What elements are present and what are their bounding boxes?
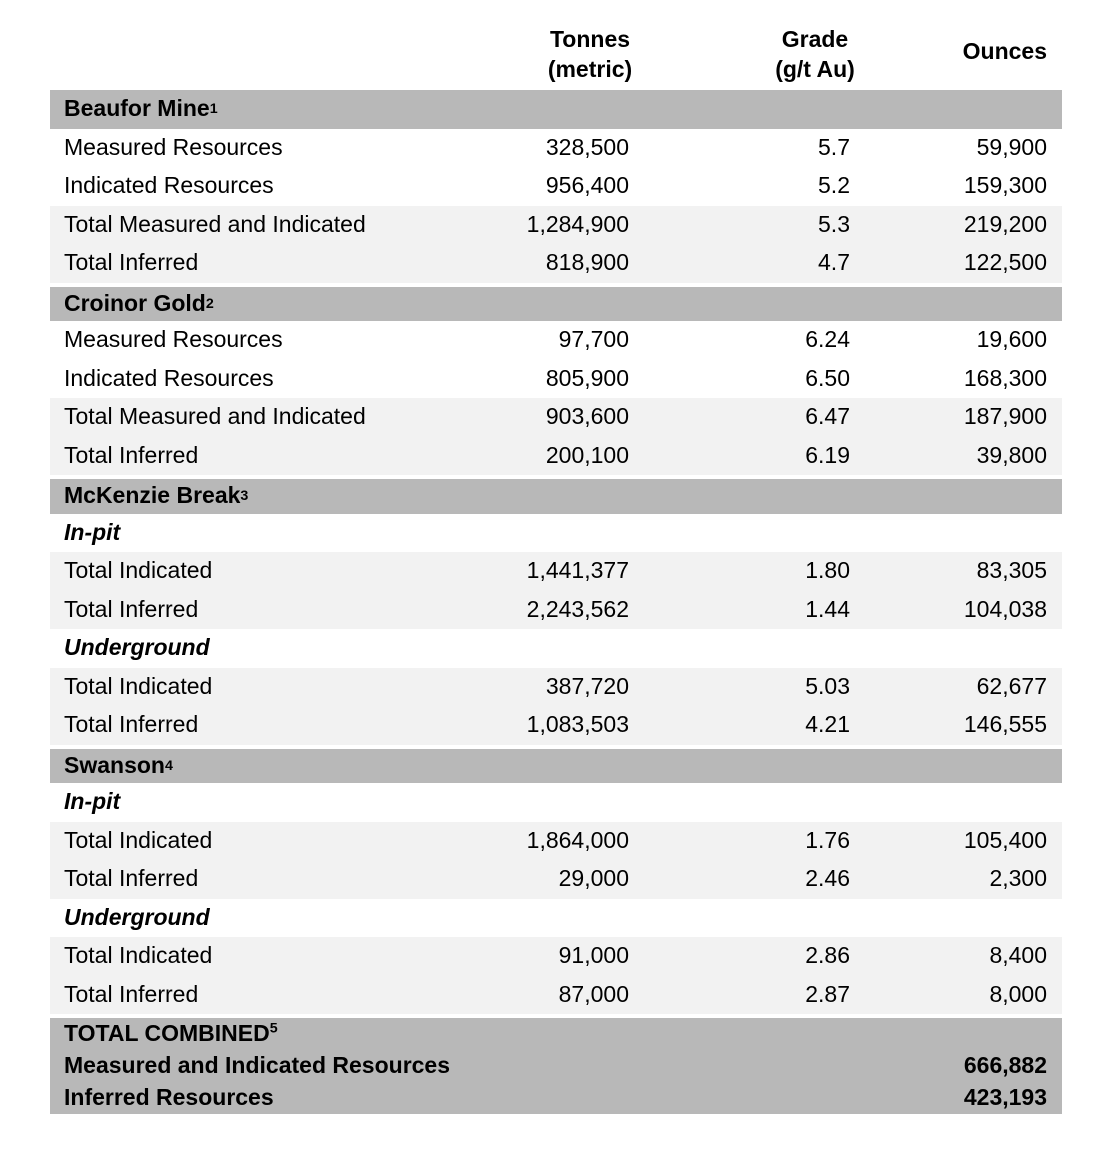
tonnes-value: 387,720 [545,672,629,699]
tonnes-value: 1,083,503 [526,711,629,738]
table-row [50,822,1062,861]
total-combined-footnote-marker: 5 [269,1020,278,1037]
ounces-value: 62,677 [976,672,1047,699]
ounces-value: 104,038 [963,595,1047,622]
table-row [50,976,1062,1015]
tonnes-value: 1,441,377 [526,557,629,584]
subsection-label: Underground [64,634,210,661]
subsection-header-underground [50,629,1062,668]
ounces-value: 2,300 [989,865,1047,892]
grade-value: 1.44 [805,595,850,622]
row-label: Measured Resources [64,133,283,160]
ounces-value: 39,800 [976,441,1047,468]
grade-value: 2.46 [805,865,850,892]
grade-value: 6.19 [805,441,850,468]
row-label: Measured Resources [64,326,283,353]
table-row [50,860,1062,899]
ounces-value: 187,900 [963,403,1047,430]
subsection-label: In-pit [64,518,121,545]
tonnes-value: 87,000 [558,980,629,1007]
table-row [50,591,1062,630]
ounces-value: 83,305 [976,557,1047,584]
subsection-header-in-pit [50,514,1062,553]
row-label: Total Indicated [64,672,213,699]
grade-value: 5.3 [818,210,850,237]
tonnes-value: 956,400 [545,172,629,199]
grade-value: 1.76 [805,826,850,853]
tonnes-value: 29,000 [558,865,629,892]
section-header-beaufor-mine: Beaufor Mine 1 [50,90,1062,129]
grade-value: 2.87 [805,980,850,1007]
row-label: Total Indicated [64,557,213,584]
section-title: Croinor Gold [64,289,206,316]
row-label: Total Indicated [64,826,213,853]
row-label: Indicated Resources [64,172,274,199]
mineral-resource-table [50,14,1062,1114]
total-measured-indicated-ounces: 666,882 [963,1052,1047,1079]
grade-value: 6.24 [805,326,850,353]
table-row [50,206,1062,245]
subsection-label: Underground [64,903,210,930]
grade-value: 5.2 [818,172,850,199]
ounces-value: 168,300 [963,364,1047,391]
table-row [50,437,1062,476]
row-label: Total Inferred [64,711,199,738]
section-header-swanson: Swanson 4 [50,745,1062,784]
ounces-value: 59,900 [976,133,1047,160]
tonnes-value: 328,500 [545,133,629,160]
section-title: Beaufor Mine [64,95,210,122]
grade-value: 4.21 [805,711,850,738]
total-combined-title-row [50,1018,1062,1050]
total-inferred-label: Inferred Resources [64,1084,274,1111]
col-header-grade-line1: Grade [781,26,849,52]
ounces-value: 159,300 [963,172,1047,199]
col-header-grade-line2: (g/t Au) [775,56,855,82]
row-label: Total Measured and Indicated [64,403,366,430]
section-header-mckenzie-break: McKenzie Break 3 [50,475,1062,514]
table-row [50,129,1062,168]
table-header-row [50,14,1062,90]
total-inferred-ounces: 423,193 [963,1084,1047,1111]
grade-value: 1.80 [805,557,850,584]
table-row [50,937,1062,976]
row-label: Total Measured and Indicated [64,210,366,237]
row-label: Total Inferred [64,441,199,468]
ounces-value: 105,400 [963,826,1047,853]
grade-value: 4.7 [818,249,850,276]
table-row [50,552,1062,591]
ounces-value: 8,400 [989,942,1047,969]
table-row [50,706,1062,745]
col-header-tonnes [490,24,690,84]
row-label: Indicated Resources [64,364,274,391]
tonnes-value: 2,243,562 [526,595,629,622]
subsection-header-in-pit [50,783,1062,822]
tonnes-value: 97,700 [558,326,629,353]
grade-value: 6.50 [805,364,850,391]
row-label: Total Inferred [64,595,199,622]
table-body [50,90,1062,1014]
row-label: Total Inferred [64,865,199,892]
ounces-value: 219,200 [963,210,1047,237]
total-combined-title [50,1020,1062,1048]
tonnes-value: 1,284,900 [526,210,629,237]
col-header-ounces: Ounces [962,38,1047,65]
total-combined-section [50,1014,1062,1114]
table-row [50,668,1062,707]
total-measured-indicated-label: Measured and Indicated Resources [64,1052,451,1079]
table-row [50,398,1062,437]
table-row [50,321,1062,360]
col-header-tonnes-line2: (metric) [547,56,633,82]
row-label: Total Indicated [64,942,213,969]
table-row [50,244,1062,283]
ounces-value: 8,000 [989,980,1047,1007]
grade-value: 5.03 [805,672,850,699]
row-label: Total Inferred [64,980,199,1007]
table-row [50,360,1062,399]
ounces-value: 122,500 [963,249,1047,276]
col-header-tonnes-line1: Tonnes [549,26,631,52]
subsection-header-underground [50,899,1062,938]
tonnes-value: 903,600 [545,403,629,430]
ounces-value: 146,555 [963,711,1047,738]
ounces-value: 19,600 [976,326,1047,353]
grade-value: 5.7 [818,133,850,160]
tonnes-value: 200,100 [545,441,629,468]
tonnes-value: 91,000 [558,942,629,969]
table-row [50,167,1062,206]
section-header-croinor-gold: Croinor Gold 2 [50,283,1062,322]
subsection-label: In-pit [64,788,121,815]
total-combined-title-text: TOTAL COMBINED [64,1020,270,1047]
tonnes-value: 1,864,000 [526,826,629,853]
total-inferred-row [50,1082,1062,1114]
total-measured-indicated-row [50,1050,1062,1082]
grade-value: 2.86 [805,942,850,969]
section-title: Swanson [64,751,165,778]
section-title: McKenzie Break [64,482,241,509]
tonnes-value: 805,900 [545,364,629,391]
col-header-grade [690,24,940,84]
row-label: Total Inferred [64,249,199,276]
grade-value: 6.47 [805,403,850,430]
tonnes-value: 818,900 [545,249,629,276]
